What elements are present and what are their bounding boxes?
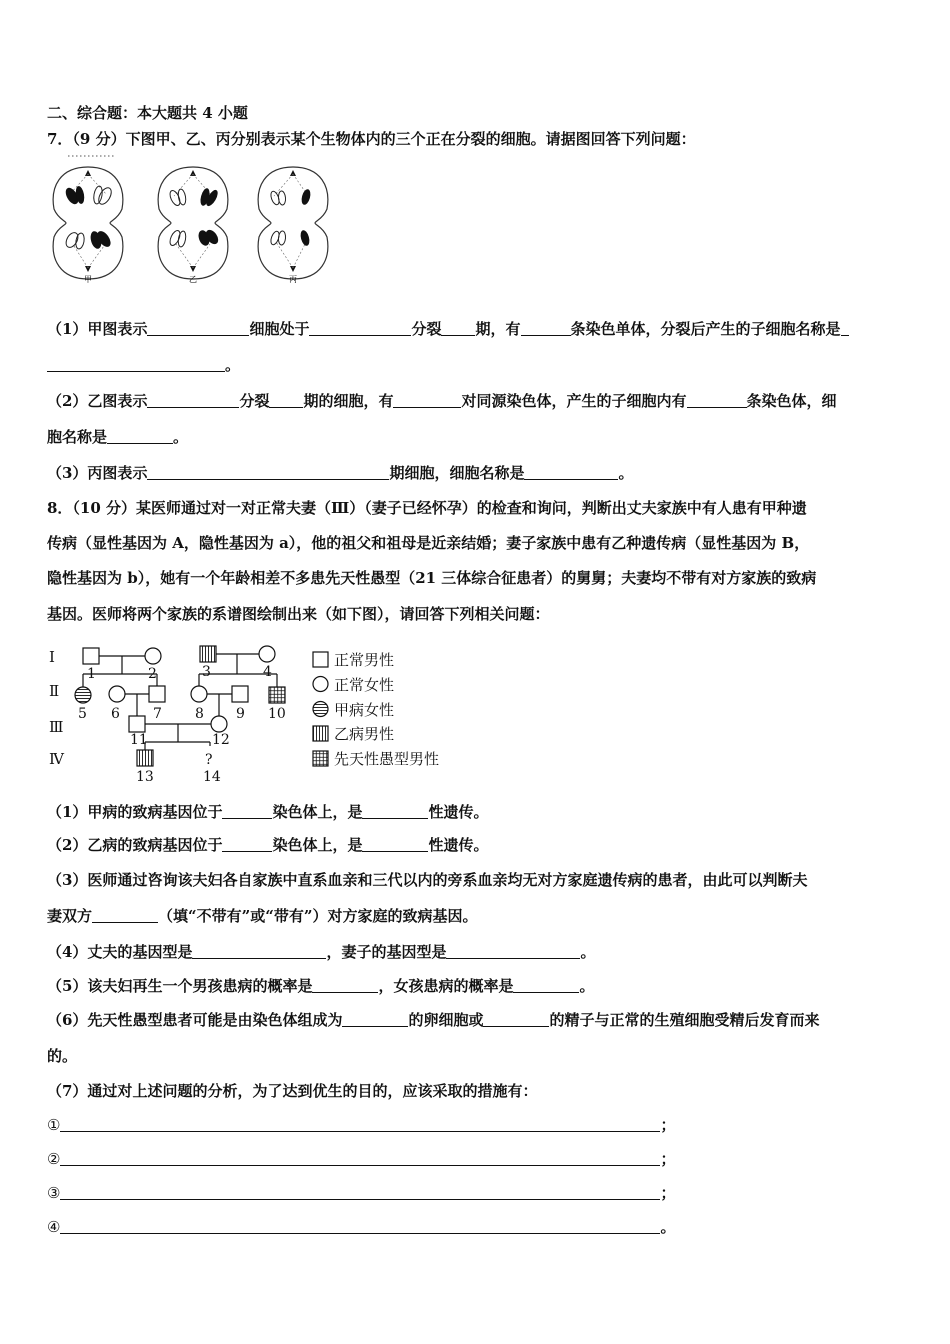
q8-p5-a: （5）该夫妇再生一个男孩患病的概率是 — [47, 977, 313, 995]
q7-p3-end: 。 — [618, 464, 634, 482]
measure-1 — [47, 1115, 675, 1135]
legend-label-1: 正常男性 — [334, 651, 395, 669]
q8-stem-line1: 8．（10 分）某医师通过对一对正常夫妻（Ⅲ）（妻子已经怀孕）的检查和询问，判断出丈夫家族中有人患有甲种遗 — [47, 499, 807, 517]
q8-p4-end: 。 — [580, 943, 596, 961]
label-jia: 甲 — [84, 275, 92, 284]
legend-label-2: 正常女性 — [334, 676, 395, 694]
individual-1 — [83, 648, 99, 664]
q8-p5-b: ，女孩患病的概率是 — [378, 977, 514, 995]
q7-p1-e: 条染色单体，分裂后产生的子细胞名称是 — [570, 320, 841, 338]
measure-2-blank[interactable] — [60, 1150, 660, 1166]
num-5: 5 — [78, 706, 87, 722]
q7-p2-e: 条染色体，细 — [746, 392, 837, 410]
q8-part2 — [47, 835, 488, 855]
measure-4-end: 。 — [660, 1218, 676, 1236]
q8-p5-end: 。 — [579, 977, 595, 995]
q8-part3-line1: （3）医师通过咨询该夫妇各自家族中直系血亲和三代以内的旁系血亲均无对方家庭遗传病的患者，由此可以判断夫 — [47, 871, 808, 889]
num-13: 13 — [136, 769, 154, 785]
individual-12 — [211, 716, 227, 732]
q8-p1-c: 性遗传。 — [428, 803, 489, 821]
num-2: 2 — [148, 666, 157, 682]
q7-p1-blank5a[interactable] — [841, 320, 849, 336]
label-bing: 丙 — [289, 275, 297, 284]
q8-stem-line2: 传病（显性基因为 A，隐性基因为 a），他的祖父和祖母是近亲结婚；妻子家族中患有乙种遗传病（显性基因为 B， — [47, 534, 810, 552]
num-1: 1 — [87, 666, 96, 682]
q8-p6-blank1[interactable] — [342, 1011, 408, 1027]
individual-6 — [109, 686, 125, 702]
q8-part6-line1 — [47, 1010, 819, 1030]
q8-p6-b: 的卵细胞或 — [408, 1011, 484, 1029]
q7-p2-blank2[interactable] — [269, 392, 303, 408]
legend-yi-male-icon — [313, 726, 328, 741]
cell-division-figure — [48, 148, 338, 288]
q8-p6-blank2[interactable] — [483, 1011, 549, 1027]
q8-p5-blank1[interactable] — [312, 977, 378, 993]
measure-1-blank[interactable] — [60, 1116, 660, 1132]
q8-part6-line2: 的。 — [47, 1047, 78, 1065]
q8-p3-blank1[interactable] — [92, 907, 158, 923]
num-14-question: ? — [205, 752, 213, 768]
num-9: 9 — [236, 706, 245, 722]
num-8: 8 — [195, 706, 204, 722]
q7-p1-c: 分裂 — [411, 320, 442, 338]
q8-p1-b: 染色体上，是 — [272, 803, 363, 821]
q8-part7: （7）通过对上述问题的分析，为了达到优生的目的，应该采取的措施有： — [47, 1082, 538, 1100]
q8-part1 — [47, 802, 488, 822]
q8-part5 — [47, 976, 594, 996]
individual-10 — [269, 687, 285, 703]
pedigree-chart — [45, 640, 465, 790]
individual-4 — [259, 646, 275, 662]
q8-p6-a: （6）先天性愚型患者可能是由染色体组成为 — [47, 1011, 343, 1029]
q8-p2-b: 染色体上，是 — [272, 836, 363, 854]
individual-9 — [232, 686, 248, 702]
q7-p2-blank5[interactable] — [107, 428, 173, 444]
gen-label-4: Ⅳ — [49, 750, 64, 768]
legend-label-3: 甲病女性 — [334, 701, 395, 719]
num-6: 6 — [111, 706, 120, 722]
q8-part3-line2 — [47, 906, 478, 926]
q7-p2-blank1[interactable] — [147, 392, 239, 408]
q8-p4-a: （4）丈夫的基因型是 — [47, 943, 193, 961]
cell-jia — [53, 167, 123, 284]
q8-p2-blank2[interactable] — [362, 836, 428, 852]
measure-2-end: ； — [660, 1150, 676, 1168]
q7-p1-a: （1）甲图表示 — [47, 320, 148, 338]
measure-1-mark: ① — [47, 1116, 61, 1134]
q8-p6-c: 的精子与正常的生殖细胞受精后发育而来 — [549, 1011, 820, 1029]
individual-3 — [200, 646, 216, 662]
legend-jia-female-icon — [313, 702, 328, 717]
q8-part4 — [47, 942, 595, 962]
q7-p3-blank2[interactable] — [524, 464, 618, 480]
gen-label-3: Ⅲ — [49, 718, 64, 736]
q7-p1-blank3[interactable] — [441, 320, 475, 336]
num-7: 7 — [153, 706, 162, 722]
q7-part3 — [47, 463, 633, 483]
q7-p1-blank4[interactable] — [521, 320, 571, 336]
q7-p2-blank4[interactable] — [687, 392, 747, 408]
q7-p1-blank1[interactable] — [147, 320, 249, 336]
section-title: 二、综合题：本大题共 4 小题 — [47, 104, 248, 122]
gen-label-2: Ⅱ — [49, 682, 60, 700]
q8-p3-c: （填“不带有”或“带有”）对方家庭的致病基因。 — [158, 907, 478, 925]
individual-11 — [129, 716, 145, 732]
legend-normal-female-icon — [313, 677, 328, 692]
individual-5 — [75, 687, 91, 703]
num-4: 4 — [263, 664, 272, 680]
measure-2 — [47, 1149, 675, 1169]
q7-part2-line1 — [47, 391, 837, 411]
q8-p1-a: （1）甲病的致病基因位于 — [47, 803, 223, 821]
q7-p1-b: 细胞处于 — [249, 320, 310, 338]
individual-7 — [149, 686, 165, 702]
q7-p2-a: （2）乙图表示 — [47, 392, 148, 410]
q8-p3-b: 妻双方 — [47, 907, 93, 925]
q7-part2-line2 — [47, 427, 188, 447]
cell-bing — [258, 167, 328, 284]
label-yi: 乙 — [189, 275, 197, 284]
num-14: 14 — [203, 769, 221, 785]
q8-p4-blank2[interactable] — [446, 943, 580, 959]
q7-p1-blank5b[interactable] — [47, 356, 225, 372]
q8-p1-blank1[interactable] — [222, 803, 272, 819]
q7-p1-end: 。 — [225, 356, 241, 374]
measure-2-mark: ② — [47, 1150, 61, 1168]
measure-3-blank[interactable] — [60, 1184, 660, 1200]
measure-4 — [47, 1217, 675, 1237]
q7-part1-line1 — [47, 319, 849, 339]
individual-8 — [191, 686, 207, 702]
q8-stem-line4: 基因。医师将两个家族的系谱图绘制出来（如下图），请回答下列相关问题： — [47, 605, 550, 623]
q8-p1-blank2[interactable] — [362, 803, 428, 819]
individual-2 — [145, 648, 161, 664]
q7-p2-d: 对同源染色体，产生的子细胞内有 — [461, 392, 687, 410]
q8-p4-blank1[interactable] — [192, 943, 326, 959]
legend-label-4: 乙病男性 — [334, 725, 395, 743]
q7-part1-line2 — [47, 355, 240, 375]
q7-p2-end: 。 — [173, 428, 189, 446]
q8-p2-blank1[interactable] — [222, 836, 272, 852]
measure-4-blank[interactable] — [60, 1218, 660, 1234]
measure-4-mark: ④ — [47, 1218, 61, 1236]
measure-3-end: ； — [660, 1184, 676, 1202]
q7-p2-f: 胞名称是 — [47, 428, 108, 446]
q7-p3-a: （3）丙图表示 — [47, 464, 148, 482]
q8-p4-b: ，妻子的基因型是 — [326, 943, 447, 961]
legend-label-5: 先天性愚型男性 — [334, 750, 440, 768]
q7-stem: 7．（9 分）下图甲、乙、丙分别表示某个生物体内的三个正在分裂的细胞。请据图回答下列问题： — [47, 130, 696, 148]
num-3: 3 — [202, 664, 211, 680]
measure-3 — [47, 1183, 675, 1203]
measure-3-mark: ③ — [47, 1184, 61, 1202]
num-11: 11 — [130, 732, 148, 748]
q8-p5-blank2[interactable] — [513, 977, 579, 993]
gen-label-1: Ⅰ — [49, 648, 55, 666]
q7-p2-c: 期的细胞，有 — [303, 392, 394, 410]
legend-down-male-icon — [313, 751, 328, 766]
q7-p3-b: 期细胞，细胞名称是 — [389, 464, 525, 482]
q8-p2-a: （2）乙病的致病基因位于 — [47, 836, 223, 854]
q7-p2-blank3[interactable] — [393, 392, 461, 408]
legend-normal-male-icon — [313, 652, 328, 667]
num-10: 10 — [268, 706, 286, 722]
cell-yi — [158, 167, 228, 284]
measure-1-end: ； — [660, 1116, 676, 1134]
individual-13 — [137, 750, 153, 766]
q7-p2-b: 分裂 — [239, 392, 270, 410]
q8-p2-c: 性遗传。 — [428, 836, 489, 854]
q8-stem-line3: 隐性基因为 b），她有一个年龄相差不多患先天性愚型（21 三体综合征患者）的舅舅；夫妻均不带有对方家族的致病 — [47, 569, 817, 587]
num-12: 12 — [212, 732, 230, 748]
q7-p1-blank2[interactable] — [309, 320, 411, 336]
q7-p1-d: 期，有 — [475, 320, 521, 338]
q7-p3-blank1[interactable] — [147, 464, 389, 480]
